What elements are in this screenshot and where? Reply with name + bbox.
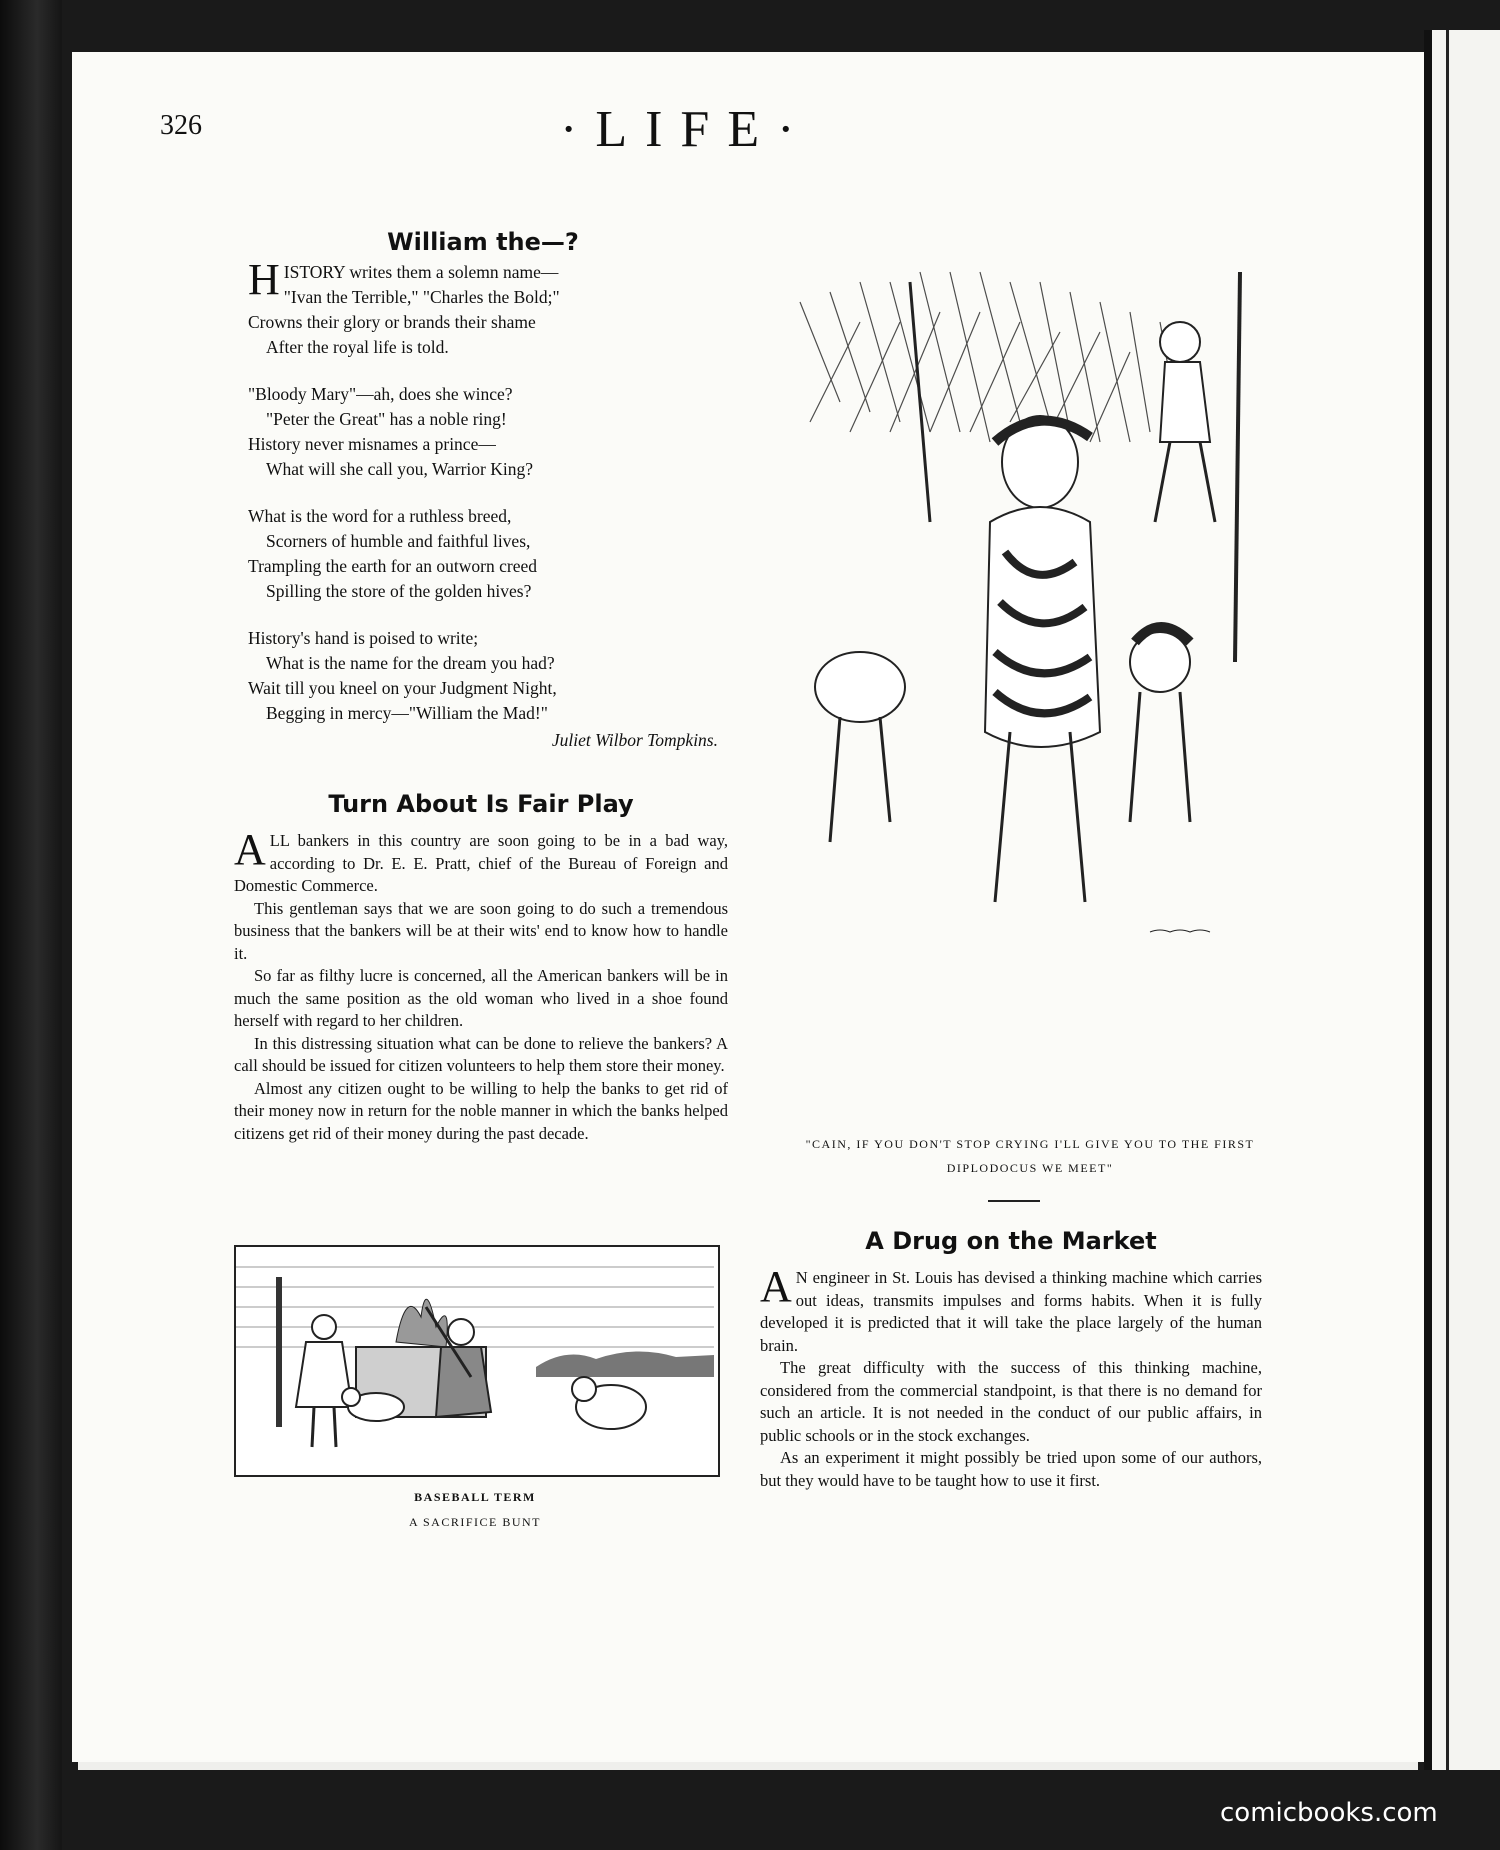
article-paragraph: Almost any citizen ought to be willing to help the banks to get rid of their money now in return for the noble manner in which the banks helped citizens get rid of their money during the past decade.: [234, 1078, 728, 1143]
article-body: [760, 1262, 1262, 1492]
poem-line: "Ivan the Terrible," "Charles the Bold;": [283, 287, 560, 307]
poem-line: ISTORY writes them a solemn name—: [283, 262, 559, 282]
bunt-caption-2: A SACRIFICE BUNT: [408, 1515, 542, 1529]
article-paragraph: As an experiment it might possibly be tried upon some of our authors, but they would have to be taught how to use it first.: [760, 1448, 1262, 1490]
article-paragraph: [234, 825, 728, 898]
poem-stanza: [248, 504, 718, 604]
poem-line: History's hand is poised to write;: [248, 628, 479, 648]
poem-stanza: [248, 382, 718, 482]
poem-line: What will she call you, Warrior King?: [266, 459, 534, 479]
section-divider: [988, 1200, 1040, 1202]
poem-author: Juliet Wilbor Tompkins.: [551, 730, 718, 750]
poem-line: What is the word for a ruthless breed,: [248, 506, 512, 526]
article-dropcap: A: [760, 1262, 792, 1311]
poem-line: History never misnames a prince—: [248, 434, 496, 454]
article-paragraph-text: LL bankers in this country are soon going to be in a bad way, according to Dr. E. E. Pratt, chief of the Bureau of Foreign and Domestic Commerce.: [234, 831, 728, 895]
poem-line: Begging in mercy—"William the Mad!": [266, 703, 548, 723]
article-paragraph: In this distressing situation what can be done to relieve the bankers? A call should be issued for citizen volunteers to help them store their money.: [234, 1033, 728, 1075]
poem-title: William the—?: [387, 228, 579, 256]
article-dropcap: A: [234, 825, 266, 874]
poem-line: After the royal life is told.: [266, 337, 449, 357]
main-cartoon-caption: "CAIN, IF YOU DON'T STOP CRYING I'LL GIVE YOU TO THE FIRST DIPLODOCUS WE MEET": [805, 1137, 1255, 1175]
cain-cartoon-illustration: [770, 262, 1290, 1102]
article-paragraph-text: N engineer in St. Louis has devised a thinking machine which carries out ideas, transmits impulses and forms habits. When it is fully developed it is predicted that it will take the place largely of the human brain.: [760, 1268, 1262, 1355]
article-body: [234, 825, 728, 1145]
article-title: A Drug on the Market: [865, 1227, 1157, 1255]
poem-line: What is the name for the dream you had?: [266, 653, 555, 673]
article-turn-about: [234, 790, 728, 1145]
masthead-title: ·LIFE·: [560, 101, 813, 158]
article-drug: [760, 1227, 1262, 1492]
gutter-line: [1446, 30, 1449, 1770]
poem-dropcap: H: [248, 255, 280, 304]
poem-line: "Bloody Mary"—ah, does she wince?: [248, 384, 513, 404]
poem-line: Wait till you kneel on your Judgment Night,: [248, 678, 557, 698]
poem-line: Scorners of humble and faithful lives,: [266, 531, 531, 551]
sacrifice-bunt-cartoon: [234, 1245, 720, 1477]
poem-line: Spilling the store of the golden hives?: [266, 581, 532, 601]
article-paragraph: The great difficulty with the success of this thinking machine, considered from the commercial standpoint, is that there is no demand for such an article. It is not needed in the conduct of our public affairs, in public schools or in the stock exchanges.: [760, 1358, 1262, 1445]
poem-title-block: [248, 228, 718, 256]
article-title: Turn About Is Fair Play: [328, 790, 634, 818]
bunt-caption-1: BASEBALL TERM: [414, 1490, 536, 1504]
article-paragraph: [760, 1262, 1262, 1357]
poem-stanza: [248, 626, 718, 726]
article-paragraph: This gentleman says that we are soon going to do such a tremendous business that the bankers will be at their wits' end to know how to handle it.: [234, 898, 728, 963]
main-cartoon: [770, 262, 1290, 1102]
poem-line: Crowns their glory or brands their shame: [248, 312, 536, 332]
next-page-edge: [1424, 30, 1500, 1770]
watermark: comicbooks.com: [1220, 1798, 1438, 1828]
gutter-band: [1424, 30, 1432, 1770]
book-spine-left: [0, 0, 62, 1850]
poem-stanza: [248, 255, 718, 360]
poem-body: [248, 255, 718, 753]
page-number: 326: [160, 110, 202, 141]
sacrifice-bunt-illustration: [236, 1247, 714, 1471]
poem-line: "Peter the Great" has a noble ring!: [266, 409, 507, 429]
poem-line: Trampling the earth for an outworn creed: [248, 556, 537, 576]
article-paragraph: So far as filthy lucre is concerned, all the American bankers will be in much the same position as the old woman who lived in a shoe found herself with regard to her children.: [234, 966, 728, 1030]
